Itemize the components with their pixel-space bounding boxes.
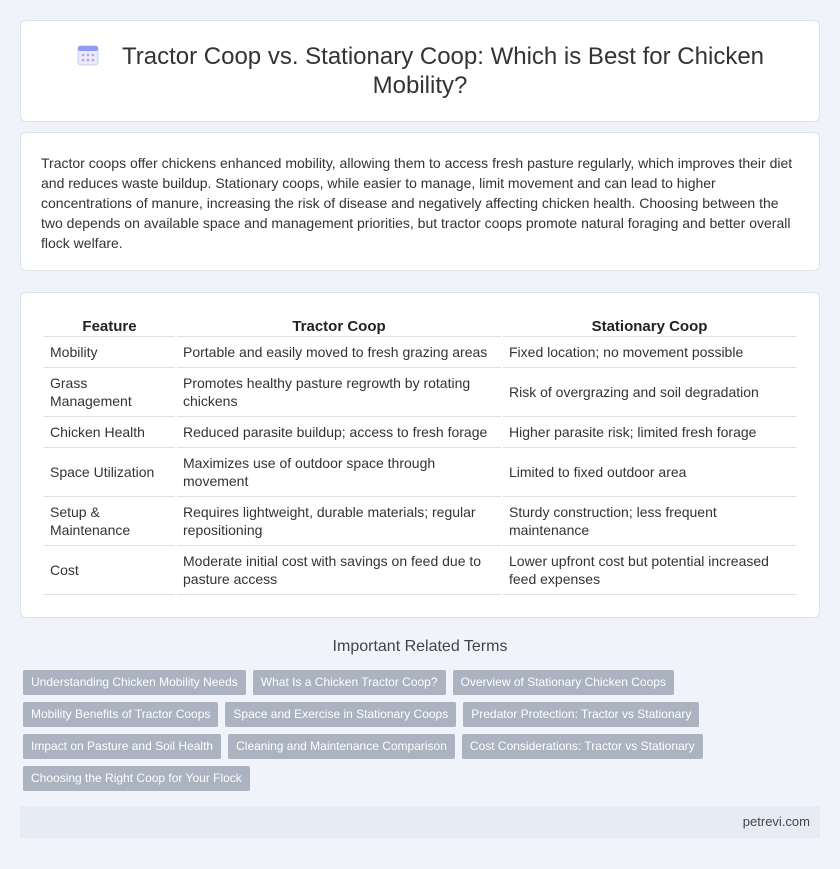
related-term-tag[interactable]: Mobility Benefits of Tractor Coops — [23, 702, 218, 727]
table-cell: Maximizes use of outdoor space through movement — [177, 448, 501, 497]
related-term-tag[interactable]: Space and Exercise in Stationary Coops — [225, 702, 456, 727]
table-row — [44, 337, 796, 368]
title-card — [20, 20, 820, 122]
table-cell: Grass Management — [44, 368, 175, 417]
table-cell: Reduced parasite buildup; access to fresh forage — [177, 417, 501, 448]
calendar-icon — [76, 43, 100, 67]
table-cell: Moderate initial cost with savings on feed due to pasture access — [177, 546, 501, 595]
table-row — [44, 546, 796, 595]
comparison-table — [42, 313, 798, 595]
related-term-tag[interactable]: Cleaning and Maintenance Comparison — [228, 734, 455, 759]
table-cell: Promotes healthy pasture regrowth by rotating chickens — [177, 368, 501, 417]
table-cell: Cost — [44, 546, 175, 595]
table-row — [44, 497, 796, 546]
column-header: Feature — [44, 313, 175, 337]
table-cell: Portable and easily moved to fresh grazing areas — [177, 337, 501, 368]
table-cell: Space Utilization — [44, 448, 175, 497]
related-term-tag[interactable]: What Is a Chicken Tractor Coop? — [253, 670, 446, 695]
related-term-tag[interactable]: Cost Considerations: Tractor vs Stationary — [462, 734, 703, 759]
footer-site-link[interactable]: petrevi.com — [742, 814, 810, 829]
table-header-row — [44, 313, 796, 337]
table-cell: Setup & Maintenance — [44, 497, 175, 546]
summary-card — [20, 132, 820, 271]
related-terms-list — [23, 670, 723, 798]
page-title: Tractor Coop vs. Stationary Coop: Which is Best for Chicken Mobility? — [121, 43, 765, 99]
table-cell: Risk of overgrazing and soil degradation — [503, 368, 796, 417]
footer — [20, 806, 820, 838]
related-term-tag[interactable]: Overview of Stationary Chicken Coops — [453, 670, 674, 695]
table-cell: Mobility — [44, 337, 175, 368]
table-cell: Limited to fixed outdoor area — [503, 448, 796, 497]
related-term-tag[interactable]: Choosing the Right Coop for Your Flock — [23, 766, 250, 791]
column-header: Stationary Coop — [503, 313, 796, 337]
table-row — [44, 417, 796, 448]
page-title-wrap — [70, 42, 770, 100]
related-term-tag[interactable]: Impact on Pasture and Soil Health — [23, 734, 221, 759]
related-term-tag[interactable]: Understanding Chicken Mobility Needs — [23, 670, 246, 695]
table-cell: Lower upfront cost but potential increased feed expenses — [503, 546, 796, 595]
comparison-table-card — [20, 292, 820, 618]
summary-text: Tractor coops offer chickens enhanced mobility, allowing them to access fresh pasture regularly, which improves their diet and reduces waste buildup. Stationary coops, while easier to manage, limit movement and can lead to higher concentrations of manure, increasing the risk of disease and negatively affecting chicken health. Choosing between the two depends on available space and management priorities, but tractor coops promote natural foraging and better overall flock welfare. — [41, 155, 793, 251]
related-terms-heading: Important Related Terms — [332, 638, 508, 655]
table-cell: Chicken Health — [44, 417, 175, 448]
table-cell: Higher parasite risk; limited fresh forage — [503, 417, 796, 448]
table-cell: Fixed location; no movement possible — [503, 337, 796, 368]
table-cell: Sturdy construction; less frequent maintenance — [503, 497, 796, 546]
column-header: Tractor Coop — [177, 313, 501, 337]
table-cell: Requires lightweight, durable materials; regular repositioning — [177, 497, 501, 546]
related-term-tag[interactable]: Predator Protection: Tractor vs Stationary — [463, 702, 699, 727]
table-row — [44, 368, 796, 417]
table-row — [44, 448, 796, 497]
